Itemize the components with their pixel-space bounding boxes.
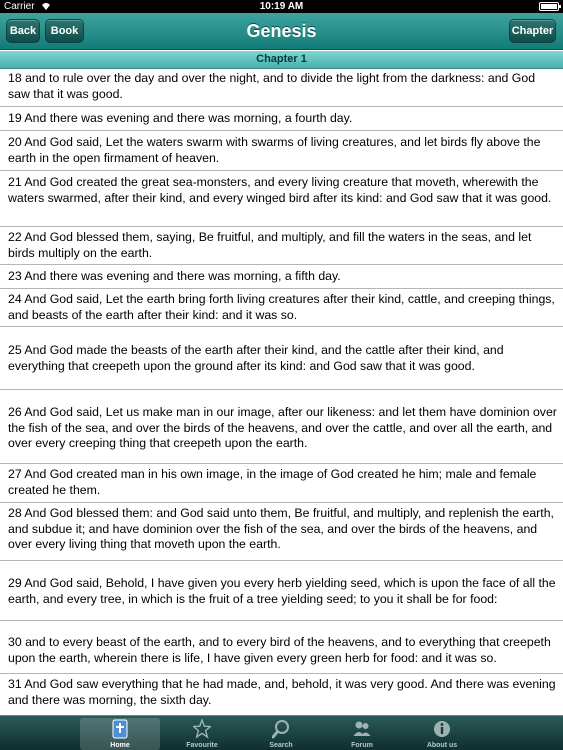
verse-row[interactable] — [0, 69, 563, 107]
battery-icon — [539, 2, 559, 11]
chapter-button[interactable]: Chapter — [509, 19, 556, 43]
verse-row[interactable] — [0, 131, 563, 171]
verse-row[interactable] — [0, 107, 563, 131]
verse-text: 28 And God blessed them: and God said unto them, Be fruitful, and multiply, and replenish the earth, and subdue it; and have dominion over the fish of the sea, and over the birds of the heavens, and over every living thing that moveth upon the earth. — [8, 506, 554, 551]
verse-row[interactable] — [0, 327, 563, 390]
tab-forum[interactable] — [322, 716, 402, 750]
tab-home[interactable] — [80, 718, 160, 750]
tab-label: About us — [426, 742, 458, 749]
star-icon — [193, 719, 211, 739]
verse-row[interactable] — [0, 674, 563, 715]
book-icon — [111, 719, 129, 739]
verse-row[interactable] — [0, 621, 563, 674]
verse-text: 18 and to rule over the day and over the night, and to divide the light from the darkness: and God saw that it was good. — [8, 71, 536, 101]
carrier-label: Carrier — [4, 1, 35, 12]
tab-label: Forum — [351, 742, 373, 749]
verse-text: 24 And God said, Let the earth bring forth living creatures after their kind, cattle, and creeping things, and beasts of the earth after their kind: and it was so. — [8, 292, 555, 322]
verse-text: 29 And God said, Behold, I have given you every herb yielding seed, which is upon the face of all the earth, and every tree, in which is the fruit of a tree yielding seed; to you it shall be for food: — [8, 576, 556, 606]
tab-about[interactable] — [402, 716, 482, 750]
verse-row[interactable] — [0, 503, 563, 561]
verse-text: 19 And there was evening and there was morning, a fourth day. — [8, 111, 353, 125]
tab-search[interactable] — [241, 716, 321, 750]
verse-text: 31 And God saw everything that he had made, and, behold, it was very good. And there was evening and there was morning, the sixth day. — [8, 677, 556, 707]
status-bar — [0, 0, 563, 13]
tab-label: Home — [110, 742, 130, 749]
navigation-bar — [0, 13, 563, 50]
verse-text: 27 And God created man in his own image, in the image of God created he him; male and female created he them. — [8, 467, 537, 497]
verse-text: 21 And God created the great sea-monsters, and every living creature that moveth, wherewith the waters swarmed, after their kind, and every winged bird after its kind: and God saw that it was good. — [8, 175, 552, 205]
page-title: Genesis — [246, 21, 317, 41]
verse-row[interactable] — [0, 265, 563, 289]
verse-row[interactable] — [0, 464, 563, 503]
tab-label: Favourite — [186, 742, 218, 749]
verse-text: 30 and to every beast of the earth, and to every bird of the heavens, and to everything that creepeth upon the earth, wherein there is life, I have given every green herb for food: and it was so. — [8, 635, 551, 665]
verse-text: 26 And God said, Let us make man in our image, after our likeness: and let them have dominion over the fish of the sea, and over the birds of the heavens, and over the cattle, and over all the earth, and over every creeping thing that creepeth upon the earth. — [8, 405, 557, 450]
info-icon — [433, 719, 451, 739]
book-button[interactable]: Book — [45, 19, 84, 43]
search-icon — [272, 719, 290, 739]
verse-row[interactable] — [0, 171, 563, 227]
verse-text: 25 And God made the beasts of the earth after their kind, and the cattle after their kind, and everything that creepeth upon the ground after its kind: and God saw that it was good. — [8, 343, 504, 373]
people-icon — [353, 719, 371, 739]
verse-row[interactable] — [0, 390, 563, 464]
chapter-header: Chapter 1 — [0, 51, 563, 69]
verse-row[interactable] — [0, 289, 563, 327]
verse-text: 22 And God blessed them, saying, Be fruitful, and multiply, and fill the waters in the seas, and let birds multiply on the earth. — [8, 230, 532, 260]
verse-text: 23 And there was evening and there was morning, a fifth day. — [8, 269, 341, 283]
tab-favourite[interactable] — [162, 716, 242, 750]
verse-list[interactable] — [0, 69, 563, 715]
verse-text: 20 And God said, Let the waters swarm with swarms of living creatures, and let birds fly above the earth in the open firmament of heaven. — [8, 135, 541, 165]
back-button[interactable]: Back — [6, 19, 40, 43]
tab-label: Search — [269, 742, 293, 749]
tab-bar — [0, 715, 563, 750]
verse-row[interactable] — [0, 227, 563, 265]
verse-row[interactable] — [0, 561, 563, 621]
clock: 10:19 AM — [259, 1, 304, 12]
